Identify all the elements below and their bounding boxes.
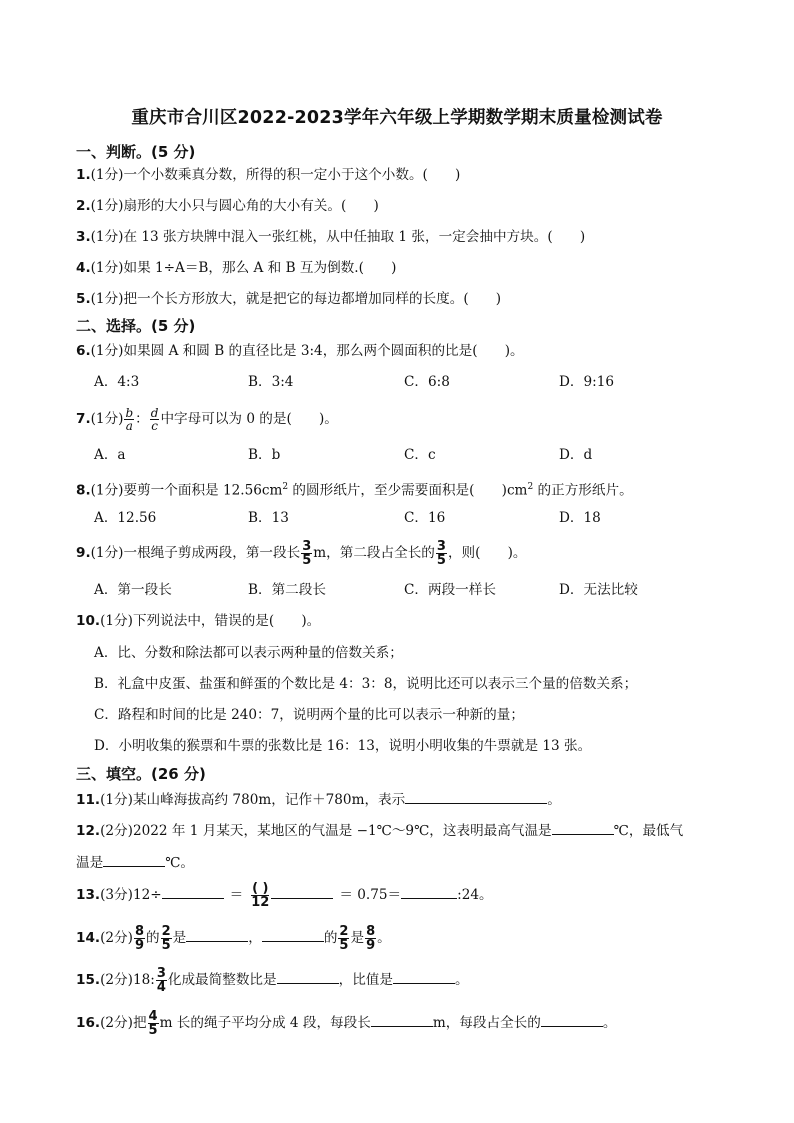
question-8 <box>76 477 633 501</box>
option-a: A．第一段长 <box>94 582 172 598</box>
question-number: 8. <box>76 482 91 499</box>
question-12 <box>76 820 683 841</box>
option-a: A．4:3 <box>94 374 140 390</box>
question-2 <box>76 196 379 216</box>
numerator: d <box>150 406 159 420</box>
question-text: m，每段占全长的 <box>432 1015 541 1031</box>
section-1-heading: 一、判断。(5 分) <box>76 143 196 161</box>
question-text: 的圆形纸片，至少需要面积是( )cm <box>288 482 528 499</box>
question-text: 温是 <box>76 855 104 871</box>
question-text: 。 <box>455 972 469 988</box>
denominator: 5 <box>148 1023 158 1038</box>
question-text: 的 <box>146 930 160 946</box>
fraction-2-5 <box>338 925 349 952</box>
question-text: 中字母可以为 0 的是( )。 <box>160 411 338 427</box>
question-text: ℃，最低气 <box>613 823 684 839</box>
denominator: 12 <box>251 895 270 910</box>
question-14 <box>76 925 391 952</box>
numerator: 3 <box>156 966 166 981</box>
fraction-4-5 <box>148 1010 159 1037</box>
question-text: (2分)把 <box>100 1015 147 1031</box>
option-b: B．第二段长 <box>248 582 326 598</box>
denominator: 5 <box>161 938 171 953</box>
question-text: m 长的绳子平均分成 4 段，每段长 <box>159 1015 371 1031</box>
question-text: 是 <box>172 930 187 946</box>
numerator: 2 <box>339 924 349 939</box>
numerator: 8 <box>366 924 376 939</box>
superscript: 2 <box>282 482 289 492</box>
question-text: (1分)一个小数乘真分数，所得的积一定小于这个小数。( ) <box>90 167 461 183</box>
answer-blank[interactable] <box>271 884 333 899</box>
answer-blank[interactable] <box>262 927 324 942</box>
denominator: 5 <box>436 553 446 568</box>
question-text: (1分)如果圆 A 和圆 B 的直径比是 3:4，那么两个圆面积的比是( )。 <box>90 343 524 359</box>
answer-blank[interactable] <box>393 969 455 984</box>
question-number: 13. <box>76 887 101 903</box>
question-number: 3. <box>76 229 91 245</box>
option-a: A．a <box>94 447 126 463</box>
option-b: B．b <box>248 447 281 463</box>
denominator: a <box>125 419 133 433</box>
denominator: 9 <box>134 938 144 953</box>
question-text: (2分)18: <box>100 972 155 988</box>
question-text: (1分)要剪一个面积是 12.56cm <box>90 482 283 499</box>
question-4 <box>76 258 396 278</box>
fraction-8-9 <box>365 925 376 952</box>
numerator: ( ) <box>252 881 269 896</box>
option-d: D．9:16 <box>559 374 615 390</box>
question-15 <box>76 967 469 994</box>
denominator: 5 <box>302 553 312 568</box>
question-text: (1分)把一个长方形放大，就是把它的每边都增加同样的长度。( ) <box>90 291 502 307</box>
question-number: 16. <box>76 1015 101 1031</box>
option-d: D．无法比较 <box>559 582 638 598</box>
numerator: b <box>125 406 134 420</box>
option-d: D．d <box>559 447 593 463</box>
question-number: 11. <box>76 792 101 808</box>
answer-blank[interactable] <box>162 884 224 899</box>
colon: ： <box>135 411 149 427</box>
question-text: ℃。 <box>165 855 194 871</box>
question-text: 化成最简整数比是 <box>167 972 277 988</box>
question-9 <box>76 540 527 567</box>
option-c: C．两段一样长 <box>404 582 496 598</box>
question-text: ＝ 0.75＝ <box>339 887 402 903</box>
denominator: c <box>151 419 158 433</box>
section-3-heading: 三、填空。(26 分) <box>76 765 206 783</box>
question-score: (2分) <box>100 930 133 946</box>
fraction-3-5 <box>436 540 447 567</box>
question-6 <box>76 341 524 361</box>
option-b: B．13 <box>248 510 289 526</box>
question-1 <box>76 165 460 185</box>
section-2-heading: 二、选择。(5 分) <box>76 317 196 335</box>
answer-blank[interactable] <box>277 969 339 984</box>
answer-blank[interactable] <box>401 884 457 899</box>
equals-sign: ＝ <box>229 887 244 903</box>
fraction-d-over-c <box>150 407 160 432</box>
question-text: ， <box>248 930 262 946</box>
question-number: 14. <box>76 930 101 946</box>
option-a: A．12.56 <box>94 510 157 526</box>
question-text: (2分)2022 年 1 月某天，某地区的气温是 −1℃～9℃，这表明最高气温是 <box>100 823 552 839</box>
question-text: (3分)12÷ <box>100 887 162 903</box>
question-text: 是 <box>350 930 365 946</box>
fraction-3-4 <box>156 967 167 994</box>
question-text: (1分)某山峰海拔高约 780m，记作＋780m，表示 <box>100 792 406 808</box>
numerator: 8 <box>134 924 144 939</box>
question-text: ，比值是 <box>338 972 393 988</box>
question-text: ，则( )。 <box>447 545 527 561</box>
answer-blank[interactable] <box>186 927 248 942</box>
denominator: 4 <box>156 980 166 995</box>
question-number: 4. <box>76 260 91 276</box>
option-c: C．16 <box>404 510 446 526</box>
question-text: 。 <box>547 792 561 808</box>
page-title: 重庆市合川区2022-2023学年六年级上学期数学期末质量检测试卷 <box>131 108 663 128</box>
option-b: B．礼盒中皮蛋、盐蛋和鲜蛋的个数比是 4：3：8，说明比还可以表示三个量的倍数关系； <box>94 676 638 692</box>
question-text: m，第二段占全长的 <box>313 545 435 561</box>
question-number: 5. <box>76 291 91 307</box>
question-number: 12. <box>76 823 101 839</box>
question-number: 1. <box>76 167 91 183</box>
numerator: 4 <box>148 1009 158 1024</box>
superscript: 2 <box>527 482 534 492</box>
option-b: B．3:4 <box>248 374 294 390</box>
numerator: 3 <box>302 539 312 554</box>
question-5 <box>76 289 501 309</box>
question-3 <box>76 227 585 247</box>
question-number: 10. <box>76 613 101 629</box>
question-number: 15. <box>76 972 101 988</box>
question-11 <box>76 789 561 810</box>
question-number: 7. <box>76 411 91 427</box>
fraction-blank-over-12 <box>250 882 270 909</box>
option-d: D．小明收集的猴票和牛票的张数比是 16：13，说明小明收集的牛票就是 13 张。 <box>94 738 592 754</box>
option-c: C．c <box>404 447 436 463</box>
denominator: 5 <box>339 938 349 953</box>
question-text: 。 <box>377 930 391 946</box>
question-text: 的 <box>323 930 338 946</box>
question-13 <box>76 880 493 910</box>
question-text: (1分)下列说法中，错误的是( )。 <box>100 613 321 629</box>
question-text: 的正方形纸片。 <box>533 482 633 499</box>
question-text: (1分)一根绳子剪成两段，第一段长 <box>90 545 301 561</box>
question-score: (1分) <box>90 411 124 427</box>
fraction-8-9 <box>134 925 145 952</box>
answer-blank[interactable] <box>371 1012 433 1027</box>
fraction-2-5 <box>161 925 172 952</box>
question-16 <box>76 1010 616 1037</box>
question-number: 6. <box>76 343 91 359</box>
question-7 <box>76 406 338 432</box>
answer-blank[interactable] <box>405 789 547 804</box>
question-text: 。 <box>602 1015 617 1031</box>
answer-blank[interactable] <box>541 1012 603 1027</box>
question-10 <box>76 611 320 631</box>
question-text: (1分)在 13 张方块牌中混入一张红桃，从中任抽取 1 张，一定会抽中方块。( ) <box>90 229 586 245</box>
fraction-3-5 <box>301 540 312 567</box>
numerator: 3 <box>436 539 446 554</box>
numerator: 2 <box>161 924 171 939</box>
fraction-b-over-a <box>124 407 134 432</box>
option-c: C．6:8 <box>404 374 450 390</box>
denominator: 9 <box>366 938 376 953</box>
option-c: C．路程和时间的比是 240：7，说明两个量的比可以表示一种新的量； <box>94 707 524 723</box>
option-d: D．18 <box>559 510 601 526</box>
question-text: (1分)如果 1÷A＝B，那么 A 和 B 互为倒数.( ) <box>90 260 397 276</box>
question-number: 2. <box>76 198 91 214</box>
question-text: (1分)扇形的大小只与圆心角的大小有关。( ) <box>90 198 379 214</box>
question-number: 9. <box>76 545 91 561</box>
question-12-line-2 <box>76 852 194 873</box>
option-a: A．比、分数和除法都可以表示两种量的倍数关系； <box>94 645 403 661</box>
answer-blank[interactable] <box>552 820 614 835</box>
question-text: :24。 <box>457 887 493 903</box>
answer-blank[interactable] <box>103 852 165 867</box>
